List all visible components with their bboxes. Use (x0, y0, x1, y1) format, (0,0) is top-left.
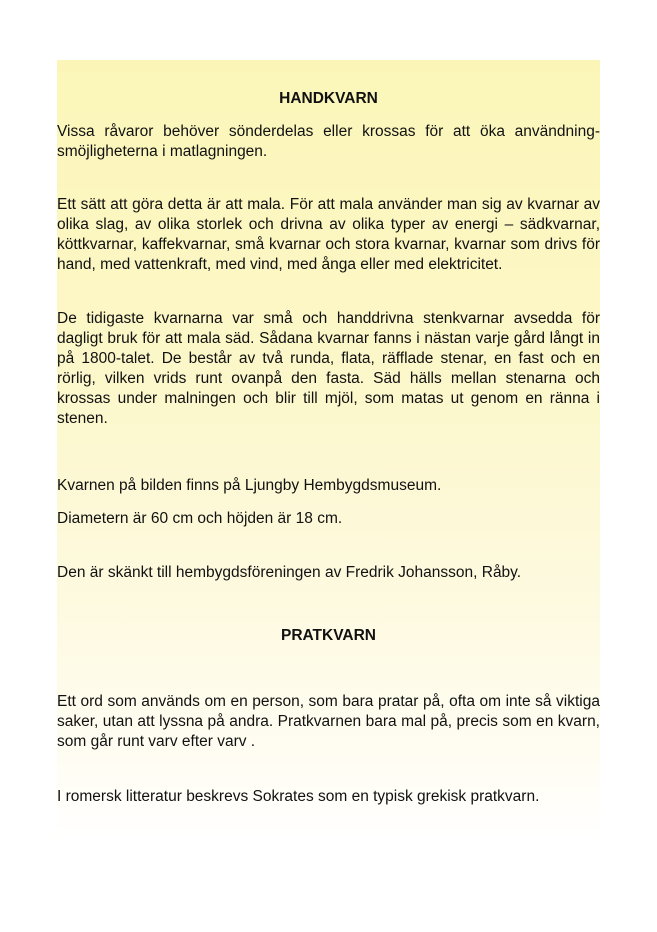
paragraph-dimensions: Diametern är 60 cm och höjden är 18 cm. (57, 510, 343, 527)
paragraph-history: De tidigaste kvarnarna var små och handdrivna stenkvarnar avsedda för dagligt bruk för att mala säd. Sådana kvarnar fanns i nästan varje gård långt in på 1800-talet. De består av två runda, flata, räfflade stenar, en fast och en rörlig, vilken vrids runt ovanpå den fasta. Säd hälls mellan stenarna och krossas under malningen och blir till mjöl, som matas ut genom en ränna i stenen. (57, 310, 600, 427)
section-title-pratkvarn: PRATKVARN (280, 627, 376, 644)
paragraph-pratkvarn-definition: Ett ord som används om en person, som bara pratar på, ofta om inte så viktiga saker, utan att lyssna på andra. Pratkvarnen bara mal på, precis som en kvarn, som går runt varv efter varv . (57, 693, 600, 750)
paragraph-grinding: Ett sätt att göra detta är att mala. För att mala använder man sig av kvarnar av olika slag, av olika storlek och drivna av olika typer av energi – sädkvarnar, köttkvarnar, kaffekvarnar, små kvarnar och stora kvarnar, kvarnar som drivs för hand, med vattenkraft, med vind, med ånga eller med elektricitet. (57, 196, 600, 273)
paragraph-donor: Den är skänkt till hembygdsföreningen av Fredrik Johansson, Råby. (57, 564, 522, 581)
paragraph-socrates: I romersk litteratur beskrevs Sokrates som en typisk grekisk pratkvarn. (57, 788, 540, 805)
section-title-handkvarn: HANDKVARN (279, 90, 378, 107)
paragraph-museum: Kvarnen på bilden finns på Ljungby Hembygdsmuseum. (57, 477, 442, 494)
paragraph-intro: Vissa råvaror behöver sönderdelas eller krossas för att öka användning-smöjligheterna i matlagningen. (57, 123, 600, 160)
